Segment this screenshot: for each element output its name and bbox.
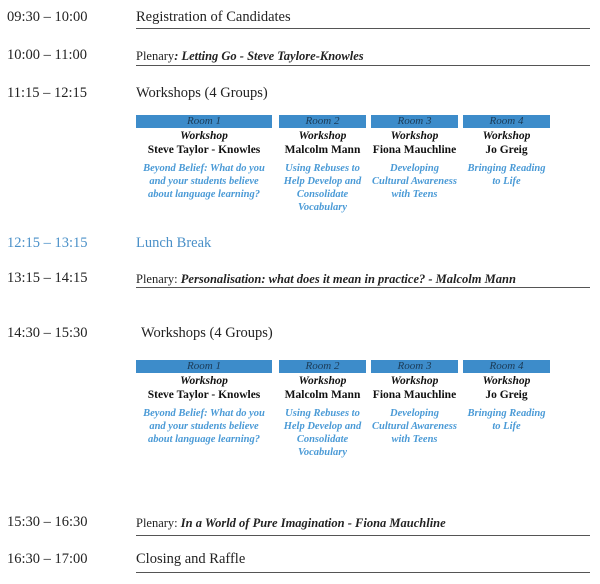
workshops-1-title: Workshops (4 Groups) — [136, 85, 268, 101]
speaker-name: Jo Greig — [485, 144, 528, 156]
plenary-3 — [136, 516, 446, 531]
divider — [136, 535, 590, 536]
divider — [136, 65, 590, 66]
workshop-label: Workshop — [298, 375, 347, 387]
workshop-label: Workshop — [390, 130, 439, 142]
room-header: Room 2 — [279, 360, 366, 373]
room-header: Room 3 — [371, 360, 458, 373]
workshop-title: Developing Cultural Awareness with Teens — [372, 408, 457, 445]
plenary-1 — [136, 49, 364, 64]
workshop-title: Bringing Reading to Life — [467, 408, 546, 432]
workshop-title: Using Rebuses to Help Develop and Consolidate Vocabulary — [283, 408, 362, 458]
workshop-title: Beyond Belief: What do you and your students believe about language learning? — [143, 163, 265, 200]
time-workshops-2: 14:30 – 15:30 — [7, 325, 88, 341]
time-plenary-3: 15:30 – 16:30 — [7, 514, 88, 530]
workshop-label: Workshop — [180, 130, 228, 142]
plenary-talk: Personalisation: what does it mean in practice? - Malcolm Mann — [180, 272, 516, 286]
room-header: Room 4 — [463, 115, 550, 128]
closing-title: Closing and Raffle — [136, 551, 246, 567]
room-card-4 — [463, 360, 550, 433]
room-card-2 — [279, 115, 366, 214]
workshop-title: Beyond Belief: What do you and your students believe about language learning? — [143, 408, 265, 445]
time-closing: 16:30 – 17:00 — [7, 551, 88, 567]
time-plenary-2: 13:15 – 14:15 — [7, 270, 88, 286]
registration-title: Registration of Candidates — [136, 9, 291, 25]
speaker-name: Malcolm Mann — [284, 144, 361, 156]
time-plenary-1: 10:00 – 11:00 — [7, 47, 88, 63]
workshop-title: Using Rebuses to Help Develop and Consolidate Vocabulary — [283, 163, 362, 213]
plenary-talk: : Letting Go - Steve Taylore-Knowles — [174, 49, 364, 63]
speaker-name: Fiona Mauchline — [372, 144, 457, 156]
plenary-label: Plenary — [136, 49, 175, 63]
room-header: Room 4 — [463, 360, 550, 373]
room-card-3 — [371, 115, 458, 201]
time-workshops-1: 11:15 – 12:15 — [7, 85, 88, 101]
speaker-name: Fiona Mauchline — [372, 389, 457, 401]
divider — [136, 28, 590, 29]
workshop-label: Workshop — [390, 375, 439, 387]
time-lunch: 12:15 – 13:15 — [7, 235, 88, 251]
room-card-3 — [371, 360, 458, 446]
room-header: Room 3 — [371, 115, 458, 128]
speaker-name: Malcolm Mann — [284, 389, 361, 401]
speaker-name: Jo Greig — [485, 389, 528, 401]
plenary-label: Plenary: — [136, 272, 181, 286]
speaker-name: Steve Taylor - Knowles — [147, 389, 261, 401]
room-header: Room 1 — [136, 360, 272, 373]
divider — [136, 572, 590, 573]
workshop-title: Bringing Reading to Life — [467, 163, 546, 187]
room-header: Room 2 — [279, 115, 366, 128]
divider — [136, 287, 590, 288]
workshop-label: Workshop — [298, 130, 347, 142]
plenary-label: Plenary: — [136, 516, 181, 530]
plenary-2 — [136, 272, 516, 287]
workshop-label: Workshop — [482, 130, 531, 142]
room-card-4 — [463, 115, 550, 188]
room-card-1 — [136, 115, 272, 201]
time-registration: 09:30 – 10:00 — [7, 9, 88, 25]
room-header: Room 1 — [136, 115, 272, 128]
workshops-2-title: Workshops (4 Groups) — [141, 325, 273, 341]
workshop-label: Workshop — [482, 375, 531, 387]
plenary-talk: In a World of Pure Imagination - Fiona Mauchline — [180, 516, 446, 530]
workshop-label: Workshop — [180, 375, 228, 387]
speaker-name: Steve Taylor - Knowles — [147, 144, 261, 156]
lunch-title: Lunch Break — [136, 235, 212, 251]
room-card-1 — [136, 360, 272, 446]
workshop-title: Developing Cultural Awareness with Teens — [372, 163, 457, 200]
room-card-2 — [279, 360, 366, 459]
